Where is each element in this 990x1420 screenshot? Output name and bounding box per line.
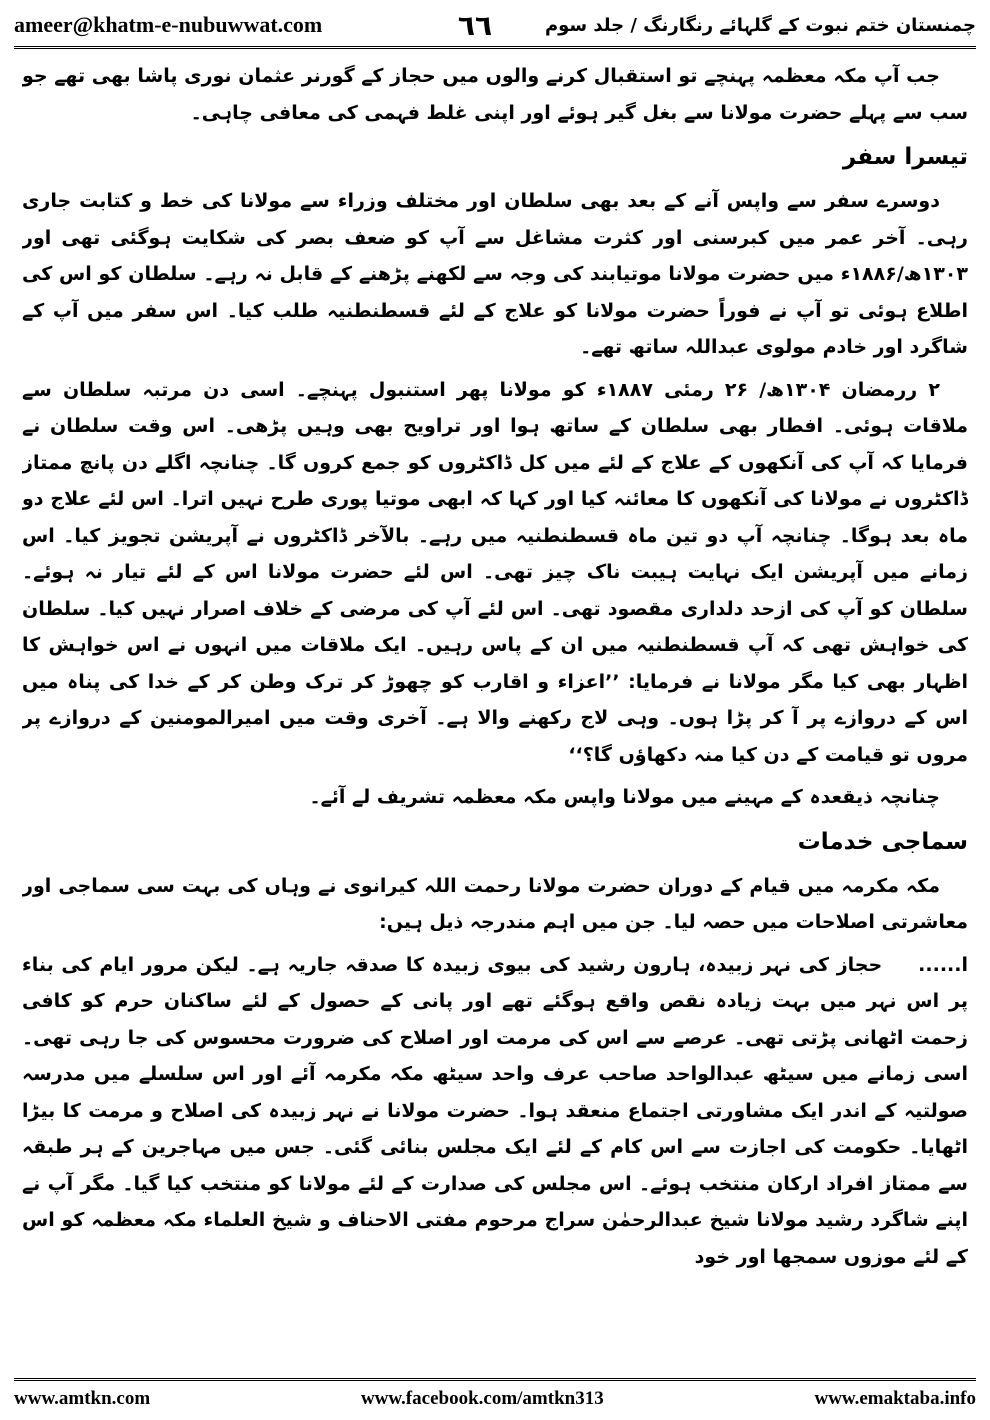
list-item [22,947,968,1276]
list-item-text: حجاز کی نہر زبیدہ، ہارون رشید کی بیوی زبیدہ کا صدقہ جاریہ ہے۔ لیکن مرور ایام کی بناء پر اس نہر میں بہت زیادہ نقص واقع ہوگئے تھے اور پانی کے حصول کے لئے ساکنان حرم کو کافی زحمت اٹھانی پڑتی تھی۔ عرصے سے اس کی مرمت اور اصلاح کی ضرورت محسوس کی جا رہی تھی۔ اسی زمانے میں سیٹھ عبدالواحد صاحب عرف واحد سیٹھ مکہ مکرمہ آئے اور اس سلسلے میں مدرسہ صولتیہ کے اندر ایک مشاورتی اجتماع منعقد ہوا۔ حضرت مولانا نے نہر زبیدہ کی اصلاح و مرمت کا بیڑا اٹھایا۔ حکومت کی اجازت سے اس کام کے لئے ایک مجلس بنائی گئی۔ جس میں مہاجرین کے ہر طبقہ سے ممتاز افراد ارکان منتخب ہوئے۔ اس مجلس کی صدارت کے لئے مولانا کو منتخب کیا گیا۔ مگر آپ نے اپنے شاگرد رشید مولانا شیخ عبدالرحمٰن سراج مرحوم مفتی الاحناف و شیخ العلماء مکہ معظمہ کو اس کے لئے موزوں سمجھا اور خود [22,953,968,1268]
header-email: ameer@khatm-e-nubuwwat.com [14,12,323,37]
page-body [22,58,968,1370]
book-title: چمنستان ختم نبوت کے گلہائے رنگارنگ / جلد سوم [544,14,976,36]
footer-divider [14,1378,976,1381]
heading-third-journey: تیسرا سفر [842,144,968,170]
page-number: ٦٦ [457,8,493,42]
footer-link-facebook[interactable]: www.facebook.com/amtkn313 [360,1388,604,1409]
list-item-number: ا...... [918,953,968,976]
header-divider [14,46,976,49]
paragraph-arrival: جب آپ مکہ معظمہ پہنچے تو استقبال کرنے والوں میں حجاز کے گورنر عثمان نوری پاشا بھی تھے جو سب سے پہلے حضرت مولانا سے بغل گیر ہوئے اور اپنی غلط فہمی کی معافی چاہی۔ [22,65,968,124]
paragraph-istanbul-visit: ۲ ررمضان ۱۳۰۴ھ/ ۲۶ رمئی ۱۸۸۷ء کو مولانا پھر استنبول پہنچے۔ اسی دن مرتبہ سلطان سے ملاقات ہوئی۔ افطار بھی سلطان کے ساتھ ہوا اور تراویح بھی وہیں پڑھی۔ اس وقت سلطان نے فرمایا کہ آپ کی آنکھوں کے علاج کے لئے میں کل ڈاکٹروں کو جمع کروں گا۔ چنانچہ اگلے دن پانچ ممتاز ڈاکٹروں نے مولانا کی آنکھوں کا معائنہ کیا اور کہا کہ ابھی موتیا پوری طرح نہیں اترا۔ اس لئے علاج دو ماہ بعد ہوگا۔ چنانچہ آپ دو تین ماہ قسطنطنیہ میں رہے۔ بالآخر ڈاکٹروں نے آپریشن تجویز کیا۔ اس زمانے میں آپریشن ایک نہایت ہیبت ناک چیز تھی۔ اس لئے حضرت مولانا اس کے لئے تیار نہ ہوئے۔ سلطان کو آپ کی ازحد دلداری مقصود تھی۔ اس لئے آپ کی مرضی کے خلاف اصرار نہیں کیا۔ سلطان کی خواہش تھی کہ آپ قسطنطنیہ میں ان کے پاس رہیں۔ ایک ملاقات میں انہوں نے اس خواہش کا اظہار بھی کیا مگر مولانا نے فرمایا: ’’اعزاء و اقارب کو چھوڑ کر ترک وطن کر کے خدا کی پناہ میں اس کے دروازے پر آ کر پڑا ہوں۔ وہی لاج رکھنے والا ہے۔ آخری وقت میں امیرالمومنین کے دروازے پر مروں تو قیامت کے دن کیا منہ دکھاؤں گا؟‘‘ [22,378,968,766]
page-footer [14,1384,976,1414]
heading-social-services: سماجی خدمات [797,828,968,855]
paragraph-social-intro: مکہ مکرمہ میں قیام کے دوران حضرت مولانا رحمت اللہ کیرانوی نے وہاں کی بہت سی سماجی اور معاشرتی اصلاحات میں حصہ لیا۔ جن میں اہم مندرجہ ذیل ہیں: [22,874,968,933]
paragraph-third-journey: دوسرے سفر سے واپس آنے کے بعد بھی سلطان اور مختلف وزراء سے مولانا کی خط و کتابت جاری رہی۔ آخر عمر میں کبرسنی اور کثرت مشاغل سے آپ کو ضعف بصر کی شکایت ہوگئی تھی اور ۱۳۰۳ھ/۱۸۸۶ء میں حضرت مولانا موتیابند کی وجہ سے لکھنے پڑھنے کے قابل نہ رہے۔ سلطان کو اس کی اطلاع ہوئی تو آپ نے فوراً حضرت مولانا کو علاج کے لئے قسطنطنیہ طلب کیا۔ اس سفر میں آپ کے شاگرد اور خادم مولوی عبداللہ ساتھ تھے۔ [22,190,968,358]
footer-link-amtkn[interactable]: www.amtkn.com [14,1388,151,1409]
page-header [14,6,976,44]
paragraph-return: چنانچہ ذیقعدہ کے مہینے میں مولانا واپس مکہ معظمہ تشریف لے آئے۔ [309,786,940,808]
footer-link-emaktaba[interactable]: www.emaktaba.info [814,1388,976,1409]
